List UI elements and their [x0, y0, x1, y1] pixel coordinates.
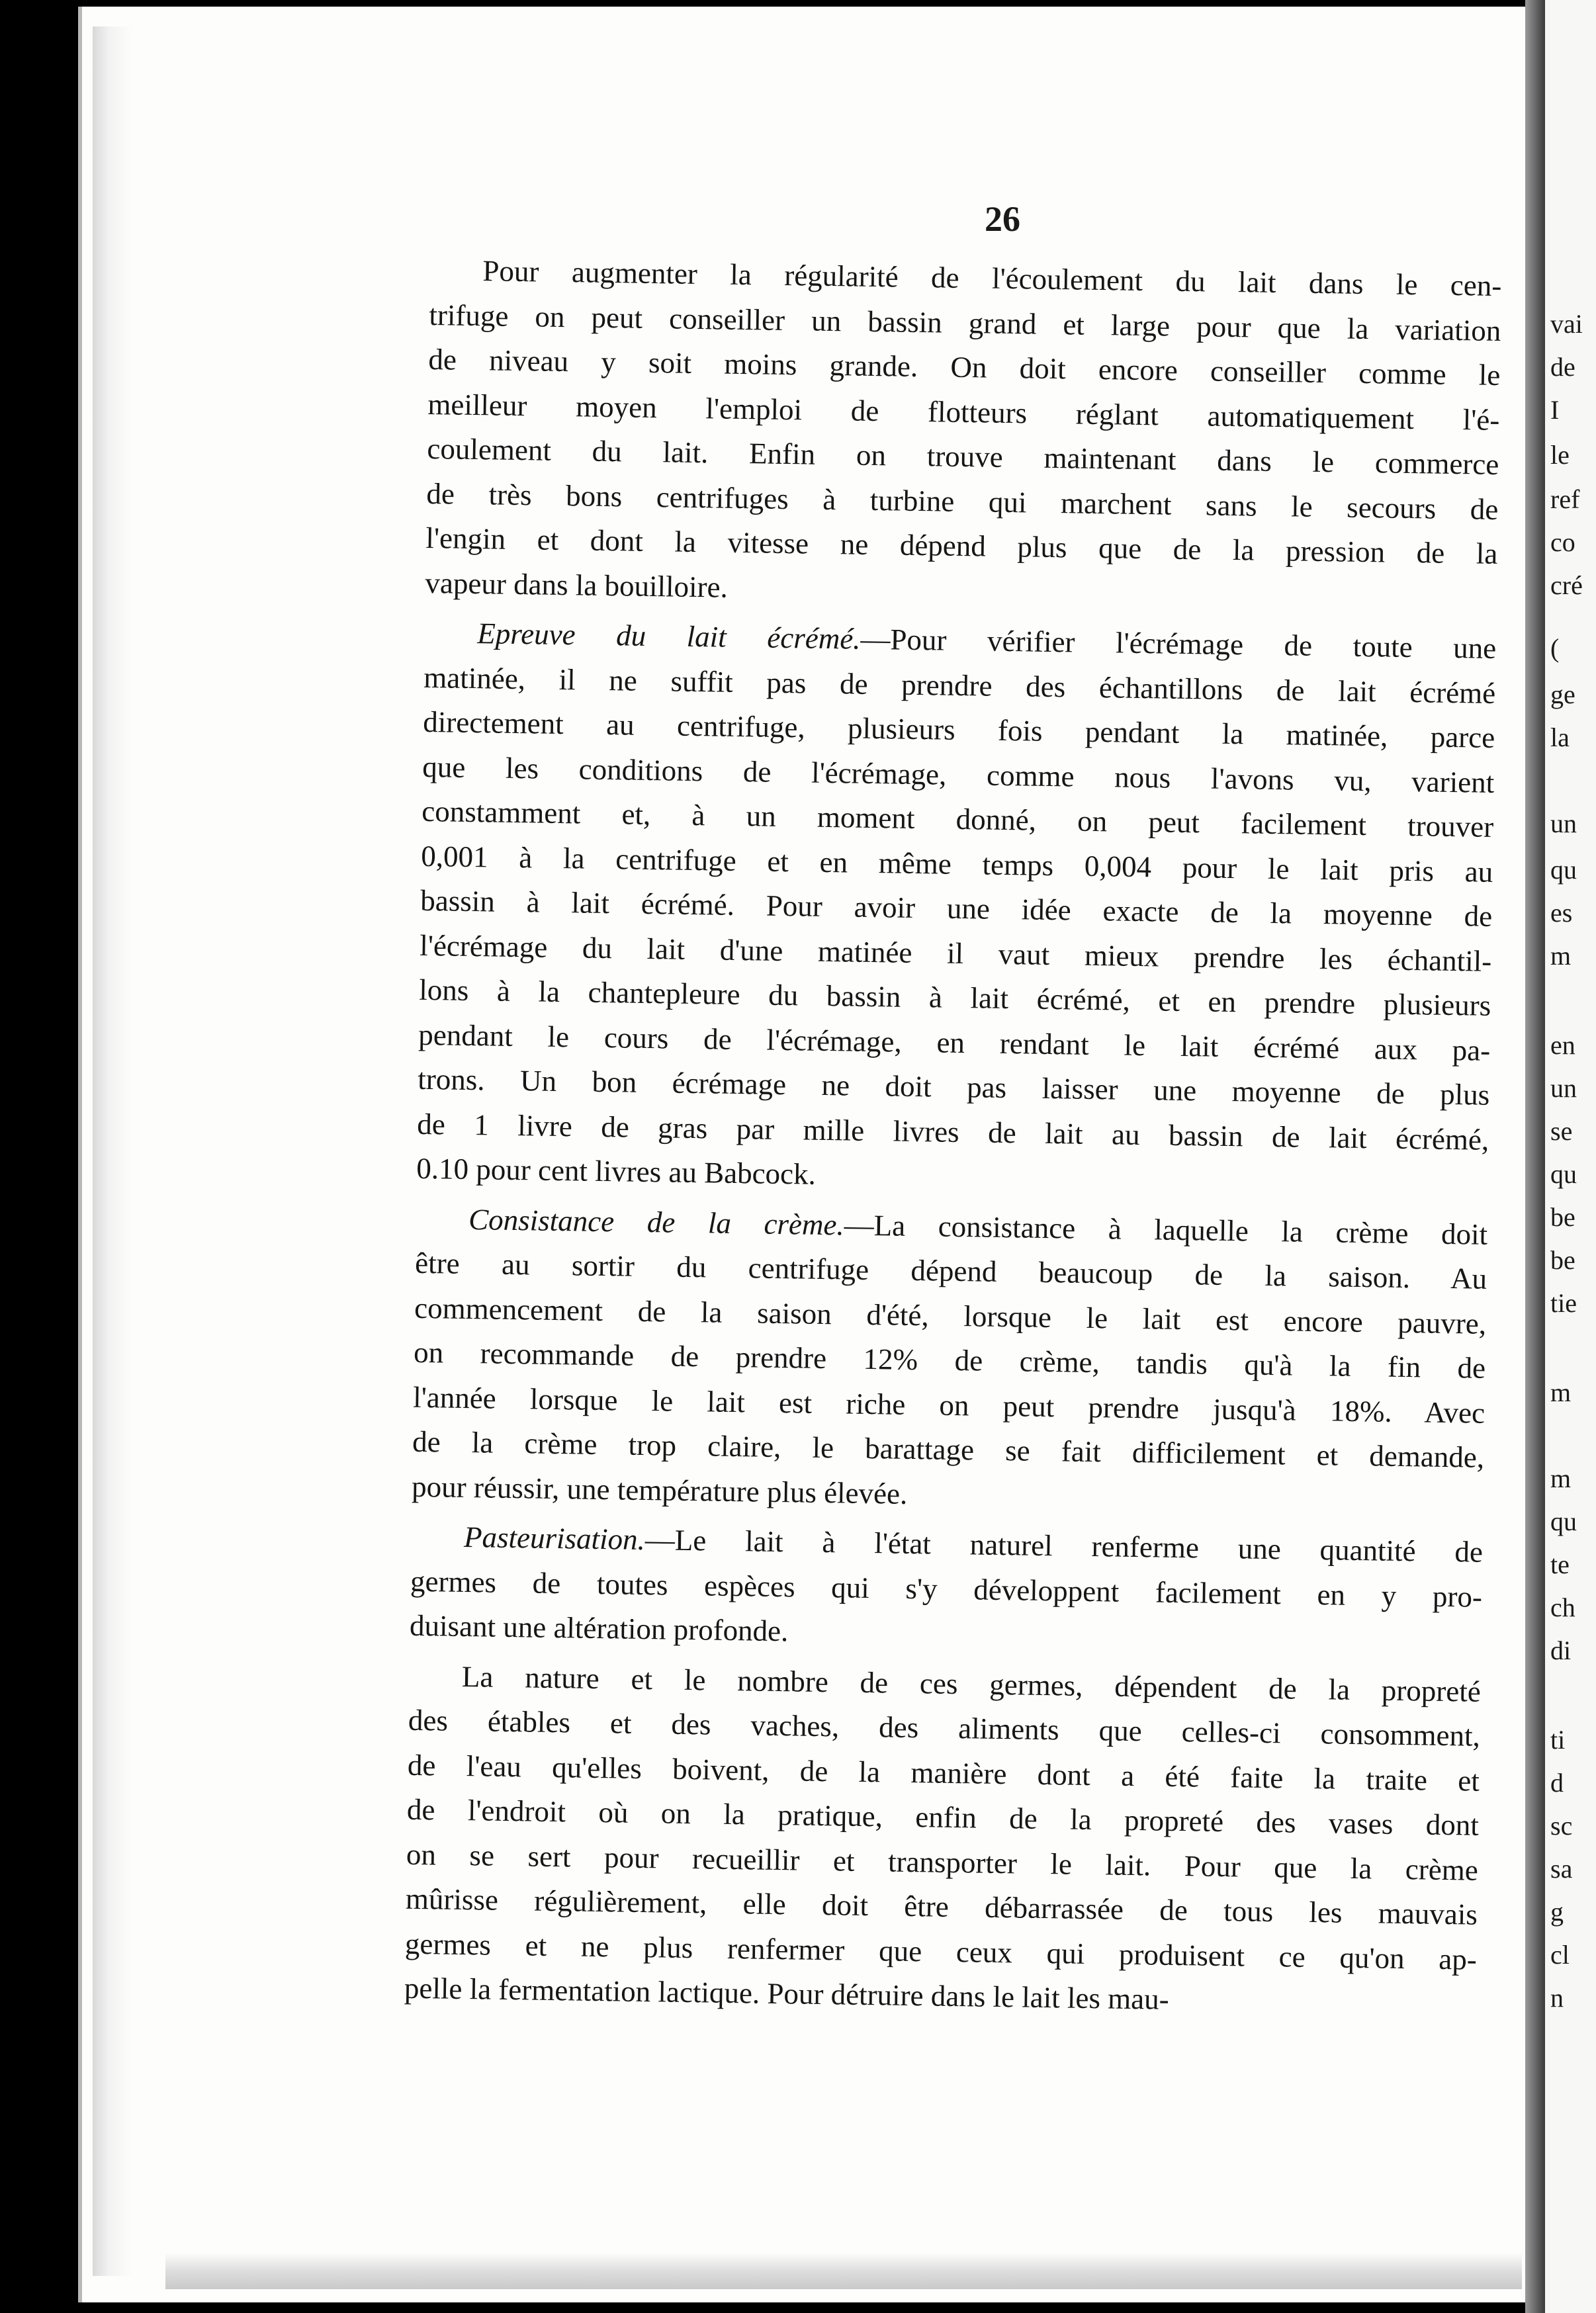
- text-run: —La consistance à laquelle la crème doit: [844, 1207, 1488, 1251]
- text-line: on recommande de prendre 12% de crème, tandis qu'à la fin de: [413, 1335, 1486, 1385]
- facing-text-fragment: le: [1550, 440, 1570, 470]
- facing-text-fragment: m: [1550, 1377, 1572, 1407]
- facing-text-fragment: ge: [1550, 679, 1575, 709]
- text-line: de très bons centrifuges à turbine qui marchent sans le secours de: [426, 476, 1499, 526]
- facing-text-fragment: un: [1550, 808, 1577, 838]
- facing-text-fragment: cré: [1550, 570, 1583, 600]
- facing-text-fragment: g: [1550, 1897, 1564, 1927]
- text-line: constamment et, à un moment donné, on peut facilement trouver: [421, 794, 1494, 844]
- facing-text-fragment: I: [1550, 395, 1560, 425]
- text-line: vapeur dans la bouilloire.: [425, 566, 729, 604]
- facing-text-fragment: qu: [1550, 1506, 1577, 1536]
- facing-text-fragment: vai: [1550, 309, 1583, 339]
- text-line: La nature et le nombre de ces germes, dépendent de la propreté: [461, 1659, 1482, 1708]
- text-run: —Pour vérifier l'écrémage de toute une: [860, 622, 1497, 665]
- facing-text-fragment: en: [1550, 1030, 1575, 1060]
- text-line: germes de toutes espèces qui s'y développent facilement en y pro-: [410, 1564, 1483, 1614]
- paragraph-epreuve-lait-ecreme: [416, 611, 1497, 1207]
- book-gutter: [1525, 0, 1545, 2313]
- text-line: de l'eau qu'elles boivent, de la manière dont a été faite la traite et: [407, 1748, 1480, 1798]
- facing-page: [1545, 0, 1596, 2313]
- text-line: pour réussir, une température plus élevée.: [411, 1469, 908, 1510]
- facing-text-fragment: (: [1550, 633, 1560, 663]
- facing-text-fragment: n: [1550, 1983, 1564, 2013]
- facing-text-fragment: m: [1550, 1463, 1572, 1493]
- text-line: que les conditions de l'écrémage, comme nous l'avons vu, varient: [422, 750, 1495, 799]
- facing-text-fragment: sc: [1550, 1811, 1573, 1841]
- section-heading: Consistance de la crème.: [468, 1202, 845, 1241]
- text-line: 0,001 à la centrifuge et en même temps 0,004 pour le lait pris au: [421, 839, 1493, 889]
- page-number: 26: [985, 199, 1020, 239]
- text-line: pelle la fermentation lactique. Pour détruire dans le lait les mau-: [404, 1971, 1170, 2016]
- text-line: de 1 livre de gras par mille livres de lait au bassin de lait écrémé,: [416, 1107, 1489, 1156]
- text-line: de l'endroit où on la pratique, enfin de la propreté des vases dont: [406, 1792, 1480, 1842]
- text-line: l'engin et dont la vitesse ne dépend plus que de la pression de la: [425, 521, 1498, 570]
- text-line: trons. Un bon écrémage ne doit pas laisser une moyenne de plus: [417, 1062, 1490, 1112]
- facing-text-fragment: d: [1550, 1768, 1564, 1798]
- facing-text-fragment: tie: [1550, 1288, 1577, 1318]
- facing-text-fragment: un: [1550, 1073, 1577, 1103]
- text-line: de la crème trop claire, le barattage se fait difficilement et demande,: [412, 1424, 1485, 1474]
- facing-text-fragment: cl: [1550, 1940, 1570, 1970]
- text-line: mûrisse régulièrement, elle doit être débarrassée de tous les mauvais: [405, 1882, 1478, 1931]
- page-bottom-edge: [165, 2253, 1522, 2289]
- facing-text-fragment: ref: [1550, 484, 1580, 514]
- text-line: directement au centrifuge, plusieurs fois pendant la matinée, parce: [423, 705, 1495, 754]
- facing-text-fragment: be: [1550, 1202, 1575, 1232]
- text-line: lons à la chantepleure du bassin à lait écrémé, et en prendre plusieurs: [418, 973, 1491, 1022]
- paragraph-germes: [404, 1653, 1481, 2027]
- text-line: être au sortir du centrifuge dépend beaucoup de la saison. Au: [414, 1246, 1487, 1295]
- text-line: on se sert pour recueillir et transporter le lait. Pour que la crème: [406, 1837, 1479, 1887]
- text-line: duisant une altération profonde.: [409, 1608, 789, 1648]
- text-line: meilleur moyen l'emploi de flotteurs réglant automatiquement l'é-: [427, 387, 1500, 437]
- section-heading: Pasteurisation.: [463, 1520, 646, 1557]
- text-line: l'année lorsque le lait est riche on peut prendre jusqu'à 18%. Avec: [412, 1380, 1485, 1430]
- text-line: des étables et des vaches, des aliments que celles-ci consomment,: [408, 1703, 1481, 1753]
- text-line: pendant le cours de l'écrémage, en rendant le lait écrémé aux pa-: [418, 1018, 1491, 1067]
- facing-text-fragment: ti: [1550, 1725, 1566, 1755]
- text-line: de niveau y soit moins grande. On doit encore conseiller comme le: [428, 342, 1501, 392]
- facing-text-fragment: te: [1550, 1549, 1570, 1579]
- page-text: [404, 248, 1501, 2032]
- facing-text-fragment: es: [1550, 898, 1573, 928]
- text-line: 0.10 pour cent livres au Babcock.: [416, 1151, 817, 1191]
- facing-text-fragment: se: [1550, 1116, 1573, 1146]
- text-line: germes et ne plus renfermer que ceux qui produisent ce qu'on ap-: [404, 1927, 1478, 1976]
- section-heading: Epreuve du lait écrémé.: [477, 617, 861, 656]
- paragraph-ecoulement: [425, 248, 1502, 621]
- facing-text-fragment: de: [1550, 352, 1575, 382]
- facing-text-fragment: ch: [1550, 1593, 1575, 1622]
- text-line: bassin à lait écrémé. Pour avoir une idée exacte de la moyenne de: [420, 883, 1493, 933]
- paragraph-consistance-creme: [412, 1196, 1488, 1524]
- facing-text-fragment: di: [1550, 1636, 1572, 1665]
- text-line: matinée, il ne suffit pas de prendre des échantillons de lait écrémé: [423, 660, 1496, 710]
- facing-text-fragment: qu: [1550, 1159, 1577, 1189]
- facing-text-fragment: la: [1550, 722, 1570, 752]
- text-run: —Le lait à l'état naturel renferme une quantité de: [644, 1523, 1484, 1569]
- facing-text-fragment: qu: [1550, 855, 1577, 885]
- text-line: l'écrémage du lait d'une matinée il vaut mieux prendre les échantil-: [420, 928, 1492, 978]
- text-line: trifuge on peut conseiller un bassin grand et large pour que la variation: [429, 298, 1501, 347]
- paragraph-pasteurisation: [410, 1514, 1484, 1665]
- page-edge-shadow: [93, 26, 132, 2276]
- text-line: commencement de la saison d'été, lorsque le lait est encore pauvre,: [414, 1291, 1487, 1340]
- facing-text-fragment: co: [1550, 527, 1575, 557]
- text-line: coulement du lait. Enfin on trouve maintenant dans le commerce: [427, 431, 1499, 481]
- facing-text-fragment: sa: [1550, 1854, 1573, 1884]
- text-line: Pour augmenter la régularité de l'écoulement du lait dans le cen-: [482, 254, 1502, 303]
- facing-text-fragment: be: [1550, 1245, 1575, 1275]
- facing-text-fragment: m: [1550, 941, 1572, 971]
